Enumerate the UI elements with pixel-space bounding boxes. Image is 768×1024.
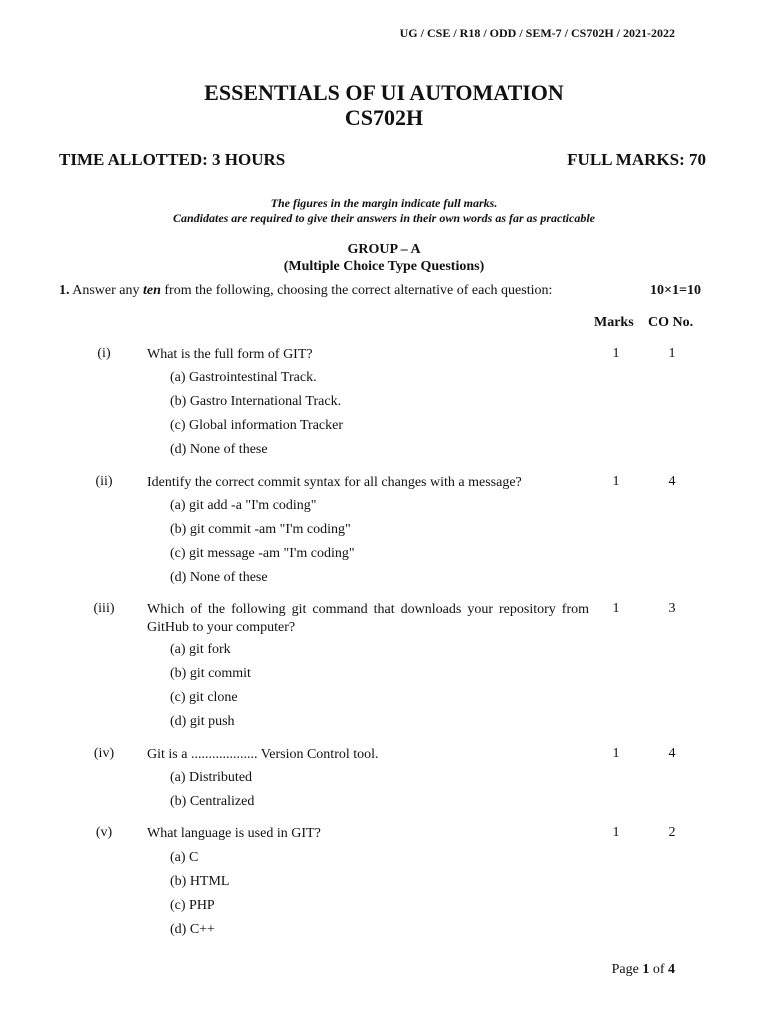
question-1-instruction <box>59 283 701 299</box>
item-marks: 1 <box>612 346 620 361</box>
instructions <box>0 196 768 226</box>
co-column-header: CO No. <box>648 315 694 330</box>
item-marks: 1 <box>612 601 620 616</box>
item-text: What is the full form of GIT? <box>147 347 313 362</box>
full-marks: FULL MARKS: 70 <box>567 150 706 169</box>
course-code: CS702H <box>344 105 424 130</box>
item-co: 3 <box>668 601 676 616</box>
option: (b) Gastro International Track. <box>170 394 342 409</box>
item-number: (v) <box>95 825 113 840</box>
question-number: 1. <box>59 283 70 298</box>
item-marks: 1 <box>612 825 620 840</box>
item-number: (ii) <box>95 474 113 489</box>
question-text-end: from the following, choosing the correct alternative of each question: <box>160 283 553 298</box>
page-word: Page <box>611 962 643 977</box>
item-marks: 1 <box>612 746 620 761</box>
option: (d) None of these <box>170 442 268 457</box>
option: (b) git commit -am "I'm coding" <box>170 522 351 537</box>
paper-code: UG / CSE / R18 / ODD / SEM-7 / CS702H / 2021-2022 <box>399 26 675 40</box>
item-text: Git is a ................... Version Control tool. <box>147 747 379 762</box>
instruction-line-1: The figures in the margin indicate full marks. <box>270 196 498 210</box>
option: (a) git add -a "I'm coding" <box>170 498 317 513</box>
page-number <box>612 962 675 978</box>
option: (c) PHP <box>170 898 215 913</box>
item-co: 4 <box>668 474 676 489</box>
question-1-marks: 10×1=10 <box>650 283 701 298</box>
option: (a) Gastrointestinal Track. <box>170 370 317 385</box>
option: (a) git fork <box>170 642 231 657</box>
page-of: of <box>649 962 668 977</box>
page-total: 4 <box>668 962 675 977</box>
item-number: (iv) <box>93 746 115 761</box>
question-emphasis: ten <box>143 283 161 298</box>
option: (b) HTML <box>170 874 230 889</box>
question-text-start: Answer any <box>69 283 143 298</box>
marks-column-header: Marks <box>594 315 634 330</box>
item-co: 1 <box>668 346 676 361</box>
option: (a) Distributed <box>170 770 253 785</box>
group-title: GROUP – A <box>347 242 421 257</box>
option: (d) C++ <box>170 922 215 937</box>
option: (c) git message -am "I'm coding" <box>170 546 355 561</box>
option: (b) Centralized <box>170 794 255 809</box>
instruction-line-2: Candidates are required to give their answers in their own words as far as practicable <box>172 211 596 225</box>
group-subtitle: (Multiple Choice Type Questions) <box>283 259 485 274</box>
option: (d) None of these <box>170 570 268 585</box>
item-number: (iii) <box>93 601 115 616</box>
page-current: 1 <box>642 962 650 977</box>
item-number: (i) <box>97 346 111 361</box>
course-title: ESSENTIALS OF UI AUTOMATION <box>204 80 564 105</box>
option: (c) git clone <box>170 690 238 705</box>
item-marks: 1 <box>612 474 620 489</box>
item-text: Which of the following git command that downloads your repository from GitHub to your computer? <box>147 602 589 635</box>
option: (c) Global information Tracker <box>170 418 344 433</box>
item-co: 4 <box>668 746 676 761</box>
option: (b) git commit <box>170 666 251 681</box>
option: (d) git push <box>170 714 235 729</box>
item-text: Identify the correct commit syntax for all changes with a message? <box>147 475 522 490</box>
option: (a) C <box>170 850 199 865</box>
group-heading <box>0 241 768 275</box>
item-text: What language is used in GIT? <box>147 826 321 841</box>
item-co: 2 <box>668 825 676 840</box>
time-allotted: TIME ALLOTTED: 3 HOURS <box>59 150 286 169</box>
course-title-block <box>0 80 768 130</box>
